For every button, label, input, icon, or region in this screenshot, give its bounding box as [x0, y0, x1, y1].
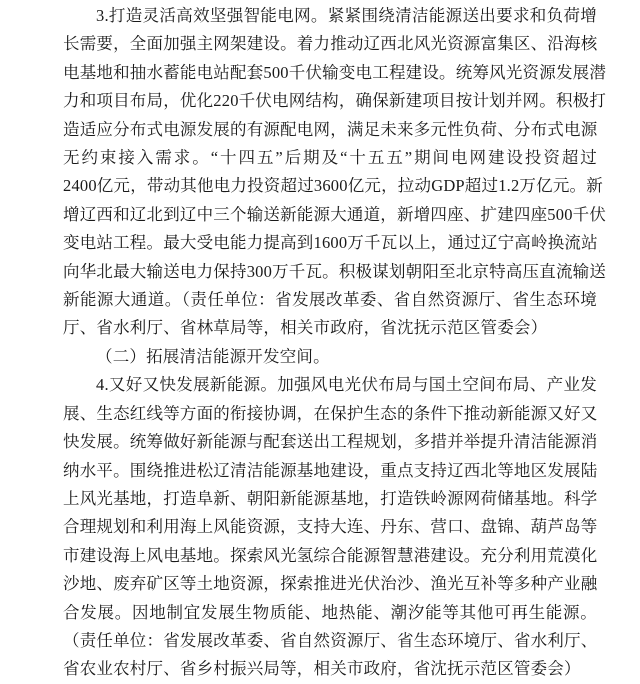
- text-line: 造适应分布式电源发展的有源配电网，满足未来多元性负荷、分布式电源: [63, 119, 598, 139]
- text-line: 长需要，全面加强主网架建设。着力推动辽西北风光资源富集区、沿海核: [63, 34, 598, 54]
- text-line: 市建设海上风电基地。探索风光氢综合能源智慧港建设。充分利用荒漠化: [63, 545, 598, 565]
- text-line: 新能源大通道。（责任单位：省发展改革委、省自然资源厅、省生态环境: [63, 290, 597, 310]
- text-line: 纳水平。围绕推进松辽清洁能源基地建设，重点支持辽西北等地区发展陆: [63, 460, 598, 480]
- text-line: 3.打造灵活高效坚强智能电网。紧紧围绕清洁能源送出要求和负荷增: [96, 6, 597, 25]
- text-line: （责任单位：省发展改革委、省自然资源厅、省生态环境厅、省水利厅、: [63, 630, 598, 650]
- text-line: 向华北最大输送电力保持300万千瓦。积极谋划朝阳至北京特高压直流输送: [63, 261, 607, 281]
- text-line: 变电站工程。最大受电能力提高到1600万千瓦以上，通过辽宁高岭换流站: [63, 233, 598, 253]
- text-line: 沙地、废弃矿区等土地资源，探索推进光伏治沙、渔光互补等多种产业融: [63, 574, 598, 594]
- text-line: 展、生态红线等方面的衔接协调，在保护生态的条件下推动新能源又好又: [63, 403, 598, 423]
- text-line: 4.又好又快发展新能源。加强风电光伏布局与国土空间布局、产业发: [96, 375, 597, 395]
- section-heading: （二）拓展清洁能源开发空间。: [96, 346, 330, 366]
- text-line: 合发展。因地制宜发展生物质能、地热能、潮汐能等其他可再生能源。: [63, 602, 597, 622]
- text-line: 电基地和抽水蓄能电站配套500千伏输变电工程建设。统筹风光资源发展潜: [63, 62, 607, 82]
- text-line: 快发展。统筹做好新能源与配套送出工程规划，多措并举提升清洁能源消: [63, 432, 598, 452]
- text-line: 无约束接入需求。“十四五”后期及“十五五”期间电网建设投资超过: [63, 148, 597, 168]
- text-line: 2400亿元，带动其他电力投资超过3600亿元，拉动GDP超过1.2万亿元。新: [63, 176, 603, 196]
- text-line: 省农业农村厅、省乡村振兴局等，相关市政府，省沈抚示范区管委会）: [63, 659, 581, 679]
- text-line: 合理规划和利用海上风能资源，支持大连、丹东、营口、盘锦、葫芦岛等: [63, 517, 598, 537]
- text-line: 增辽西和辽北到辽中三个输送新能源大通道，新增四座、扩建四座500千伏: [63, 204, 607, 224]
- text-line: 厅、省水利厅、省林草局等，相关市政府，省沈抚示范区管委会）: [63, 318, 548, 338]
- text-line: 上风光基地，打造阜新、朝阳新能源基地，打造铁岭源网荷储基地。科学: [63, 488, 598, 508]
- text-line: 力和项目布局，优化220千伏电网结构，确保新建项目按计划并网。积极打: [63, 91, 607, 111]
